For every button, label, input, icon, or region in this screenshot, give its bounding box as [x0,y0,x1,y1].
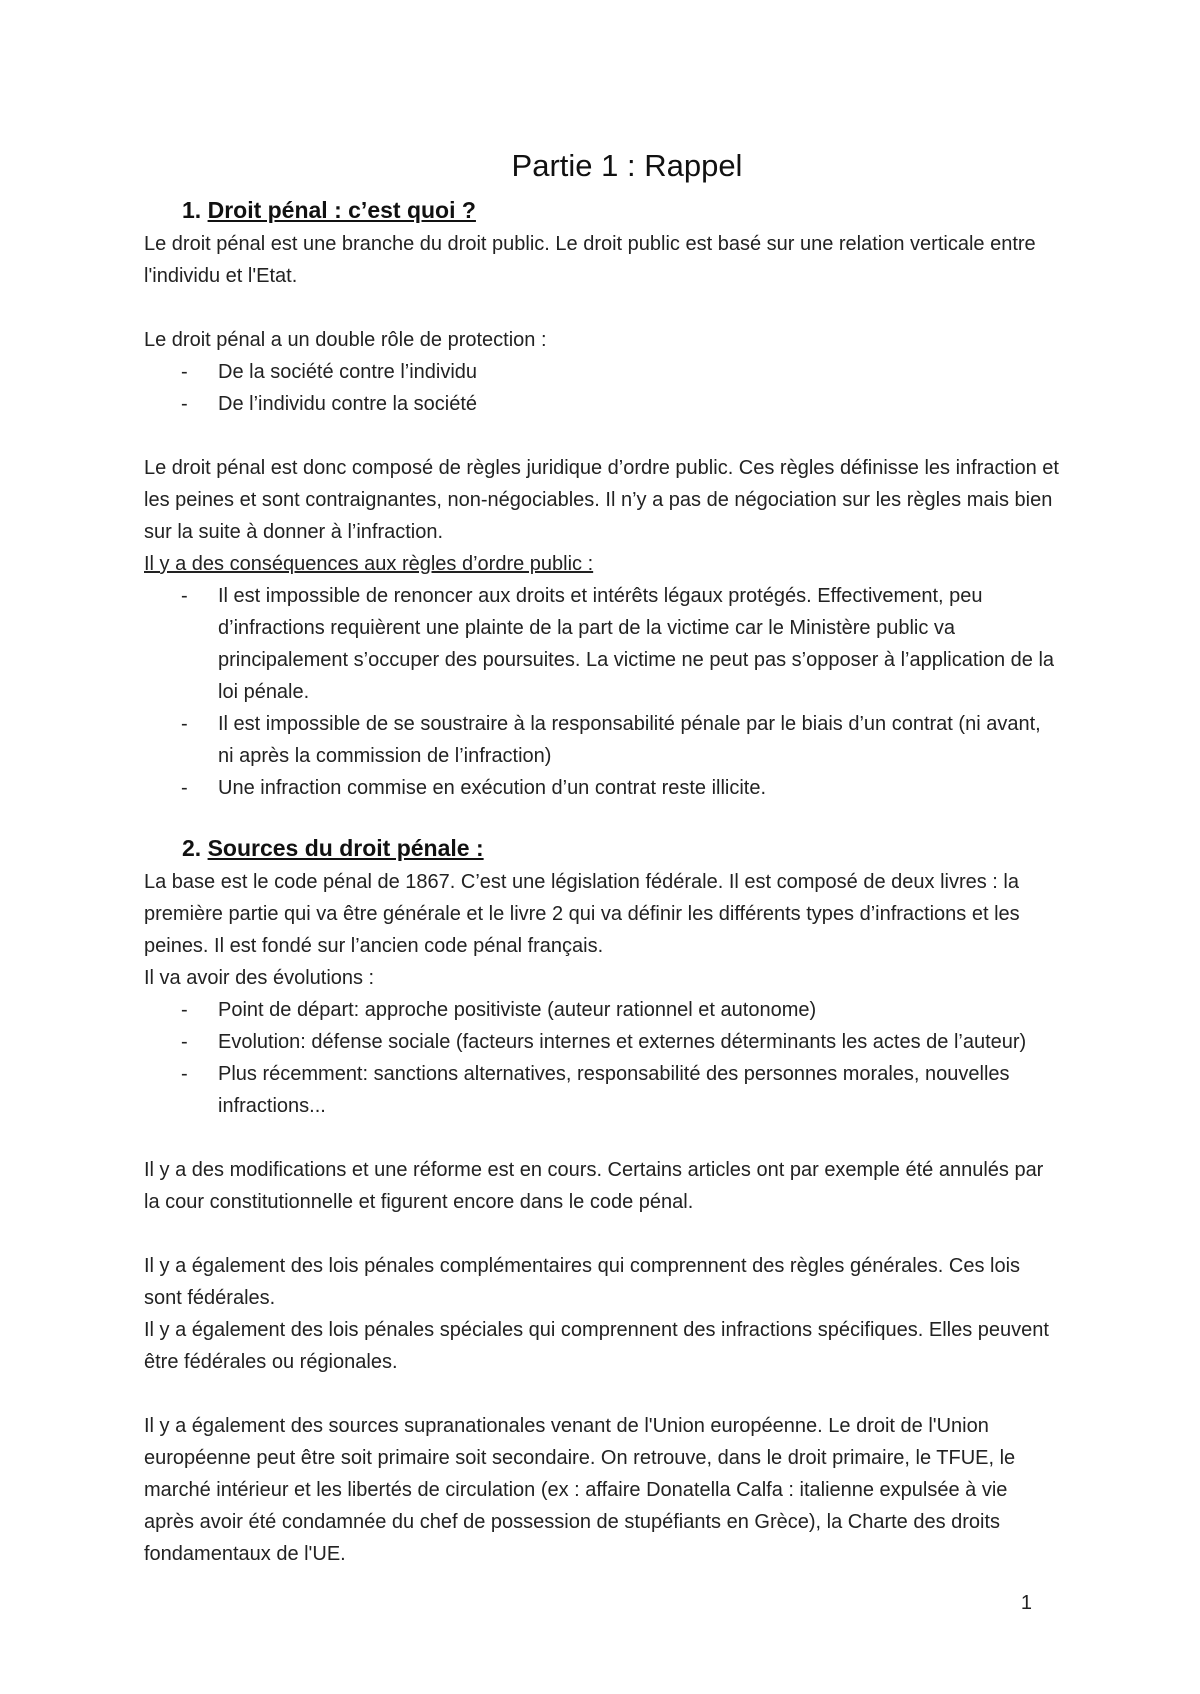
dash-list [144,994,1060,1122]
paragraph: Il va avoir des évolutions : [144,967,375,989]
section-1-heading [182,194,1060,226]
page-number: 1 [1020,1592,1032,1614]
list-item: - Point de départ: approche positiviste (auteur rationnel et autonome) [218,994,1060,1026]
paragraph: Il y a des modifications et une réforme est en cours. Certains articles ont par exemple été annulés par la cour constitutionnelle et figurent encore dans le code pénal. [144,1159,1044,1213]
list-item: - Une infraction commise en exécution d’un contrat reste illicite. [218,772,1060,804]
page-title: Partie 1 : Rappel [511,148,743,183]
paragraph: Le droit pénal est donc composé de règles juridique d’ordre public. Ces règles définisse les infraction et les peines et sont contraignantes, non-négociables. Il n’y a pas de négociation sur les règles mais bien sur la suite à donner à l’infraction. [144,457,1059,543]
underlined-paragraph: Il y a des conséquences aux règles d’ordre public : [144,553,594,575]
section-2-title: Sources du droit pénale : [207,835,484,861]
list-item: - Evolution: défense sociale (facteurs internes et externes déterminants les actes de l’auteur) [218,1026,1060,1058]
section-1-title: Droit pénal : c’est quoi ? [207,197,476,223]
dash-list [144,356,1060,420]
list-item: - De la société contre l’individu [218,356,1060,388]
list-item: - Plus récemment: sanctions alternatives, responsabilité des personnes morales, nouvelles infractions... [218,1058,1060,1122]
paragraph: La base est le code pénal de 1867. C’est une législation fédérale. Il est composé de deux livres : la première partie qui va être générale et le livre 2 qui va définir les différents types d’infractions et les peines. Il est fondé sur l’ancien code pénal français. [144,871,1020,957]
paragraph: Le droit pénal a un double rôle de protection : [144,329,547,351]
paragraph: Il y a également des lois pénales complémentaires qui comprennent des règles générales. Ces lois sont fédérales. [144,1255,1021,1309]
list-item: - De l’individu contre la société [218,388,1060,420]
section-1-number: 1. [182,197,202,223]
list-item: - Il est impossible de renoncer aux droits et intérêts légaux protégés. Effectivement, peu d’infractions requièrent une plainte de la part de la victime car le Ministère public va principalement s’occuper des poursuites. La victime ne peut pas s’opposer à l’application de la loi pénale. [218,580,1060,708]
section-2-number: 2. [182,835,202,861]
section-2-heading [182,832,1060,864]
paragraph: Il y a également des sources supranationales venant de l'Union européenne. Le droit de l'Union européenne peut être soit primaire soit secondaire. On retrouve, dans le droit primaire, le TFUE, le marché intérieur et les libertés de circulation (ex : affaire Donatella Calfa : italienne expulsée à vie après avoir été condamnée du chef de possession de stupéfiants en Grèce), la Charte des droits fondamentaux de l'UE. [144,1415,1016,1565]
list-item: - Il est impossible de se soustraire à la responsabilité pénale par le biais d’un contrat (ni avant, ni après la commission de l’infraction) [218,708,1060,772]
paragraph: Il y a également des lois pénales spéciales qui comprennent des infractions spécifiques. Elles peuvent être fédérales ou régionales. [144,1319,1049,1373]
dash-list [144,580,1060,804]
paragraph: Le droit pénal est une branche du droit public. Le droit public est basé sur une relation verticale entre l'individu et l'Etat. [144,233,1036,287]
